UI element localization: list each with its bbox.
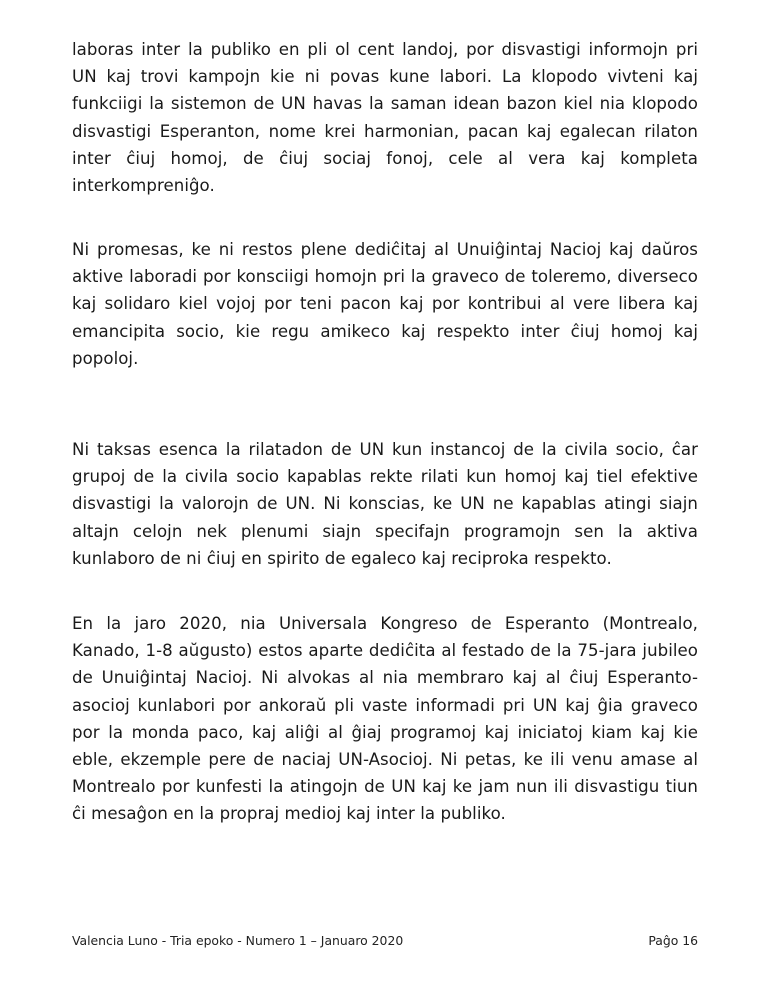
footer-publication: Valencia Luno - Tria epoko - Numero 1 – Januaro 2020 bbox=[72, 933, 404, 948]
paragraph-1: laboras inter la publiko en pli ol cent landoj, por disvastigi informojn pri UN kaj trovi kampojn kie ni povas kune labori. La klopodo vivteni kaj funkciigi la sistemon de UN havas la saman idean bazon kiel nia klopodo disvastigi Esperanton, nome krei harmonian, pacan kaj egalecan rilaton inter ĉiuj homoj, de ĉiuj sociaj fonoj, cele al vera kaj kompleta interkompreniĝo. bbox=[72, 40, 698, 196]
footer-page-number: Paĝo 16 bbox=[648, 933, 698, 948]
paragraph-4: En la jaro 2020, nia Universala Kongreso de Esperanto (Montrealo, Kanado, 1-8 aŭgusto) estos aparte dediĉita al festado de la 75-jara jubileo de Unuiĝintaj Nacioj. Ni alvokas al nia membraro kaj al ĉiuj Esperanto-asocioj kunlabori por ankoraŭ pli vaste informadi pri UN kaj ĝia graveco por la monda paco, kaj aliĝi al ĝiaj programoj kaj iniciatoj kiam kaj kie eble, ekzemple pere de naciaj UN-Asocioj. Ni petas, ke ili venu amase al Montrealo por kunfesti la atingojn de UN kaj ke jam nun ili disvastigu tiun ĉi mesaĝon en la propraj medioj kaj inter la publiko. bbox=[72, 614, 698, 824]
page-footer bbox=[72, 933, 698, 948]
paragraph-2: Ni promesas, ke ni restos plene dediĉitaj al Unuiĝintaj Nacioj kaj daŭros aktive laboradi por konsciigi homojn pri la graveco de toleremo, diverseco kaj solidaro kiel vojoj por teni pacon kaj por kontribui al vere libera kaj emancipita socio, kie regu amikeco kaj respekto inter ĉiuj homoj kaj popoloj. bbox=[72, 240, 698, 368]
paragraph-3: Ni taksas esenca la rilatadon de UN kun instancoj de la civila socio, ĉar grupoj de la civila socio kapablas rekte rilati kun homoj kaj tiel efektive disvastigi la valorojn de UN. Ni konscias, ke UN ne kapablas atingi siajn altajn celojn nek plenumi siajn specifajn programojn sen la aktiva kunlaboro de ni ĉiuj en spirito de egaleco kaj reciproka respekto. bbox=[72, 440, 698, 568]
